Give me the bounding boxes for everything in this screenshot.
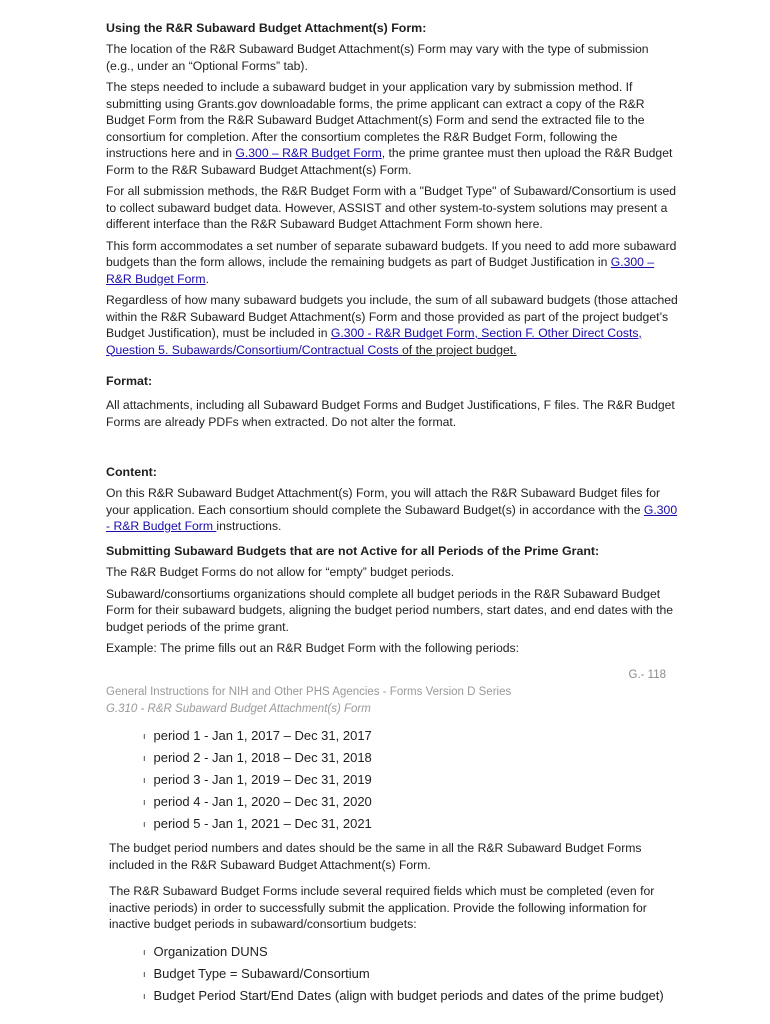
g300-budget-form-link[interactable]: G.300 – R&R Budget Form (235, 146, 382, 160)
list-item: ı Budget Period Start/End Dates (align with budget periods and dates of the prime budget) (143, 988, 664, 1003)
paragraph: On this R&R Subaward Budget Attachment(s) Form, you will attach the R&R Subaward Budget files for your application. Each consortium should complete the Subaward Budget(s) in accordance with the G.300 - R&R Budget Form instructions. (106, 486, 678, 533)
list-item: ı Budget Type = Subaward/Consortium (143, 966, 370, 981)
section-content (106, 464, 678, 540)
paragraph: All attachments, including all Subaward Budget Forms and Budget Justifications, F files. The R&R Budget Forms are already PDFs when extracted. Do not alter the format. (106, 398, 675, 429)
bullet-icon: ı (143, 947, 146, 957)
section-format (106, 373, 678, 435)
bullet-icon: ı (143, 969, 146, 979)
paragraph: This form accommodates a set number of separate subaward budgets. If you need to add more subaward budgets than the form allows, include the remaining budgets as part of Budget Justification in G.300 – R&R Budget Form. (106, 238, 677, 286)
paragraph: The location of the R&R Subaward Budget Attachment(s) Form may vary with the type of submission (e.g., under an “Optional Forms” tab). (106, 42, 649, 73)
bullet-icon: ı (143, 753, 146, 763)
bullet-icon: ı (143, 819, 146, 829)
g300-section-f-link[interactable]: G.300 - R&R Budget Form, Section F. Other Direct Costs, Question 5. Subawards/Consortium/Contractual Costs (106, 326, 642, 357)
section-heading: Submitting Subaward Budgets that are not Active for all Periods of the Prime Grant: (106, 544, 600, 558)
paragraph: The R&R Budget Forms do not allow for “empty” budget periods. (106, 565, 455, 579)
bullet-icon: ı (143, 991, 146, 1001)
g300-budget-form-link[interactable]: G.300 – R&R Budget Form (106, 255, 655, 286)
section-heading: Using the R&R Subaward Budget Attachment(s) Form: (106, 21, 427, 35)
list-item: ı Organization DUNS (143, 944, 268, 959)
paragraph: Example: The prime fills out an R&R Budget Form with the following periods: (106, 641, 519, 655)
section-using-form (106, 20, 678, 363)
bullet-icon: ı (143, 797, 146, 807)
g300-budget-form-link[interactable]: G.300 - R&R Budget Form (106, 502, 678, 533)
paragraph: For all submission methods, the R&R Budget Form with a "Budget Type" of Subaward/Consortium is used to collect subaward budget data. However, ASSIST and other system-to-system solutions may present a different interface than the R&R Subaward Budget Attachment Form shown here. (106, 184, 676, 231)
list-item: ı period 1 - Jan 1, 2017 – Dec 31, 2017 (143, 728, 372, 743)
paragraph: The budget period numbers and dates should be the same in all the R&R Subaward Budget Forms included in the R&R Subaward Budget Attachment(s) Form. (109, 841, 642, 872)
list-item: ı period 3 - Jan 1, 2019 – Dec 31, 2019 (143, 772, 372, 787)
page-number: G.- 118 (628, 669, 666, 681)
bullet-icon: ı (143, 731, 146, 741)
section-heading: Content: (106, 465, 157, 479)
paragraph: The steps needed to include a subaward budget in your application vary by submission method. If submitting using Grants.gov downloadable forms, the prime applicant can extract a copy of the R&R Budget Form from the R&R Subaward Budget Attachment(s) Form and send the extracted file to the consortium for completion. After the consortium completes the R&R Budget Form, following the instructions here and in G.300 – R&R Budget Form, the prime grantee must then upload the R&R Budget Form to the R&R Subaward Budget Attachment(s) Form. (106, 80, 673, 177)
section-submitting (106, 543, 678, 662)
section-heading: Format: (106, 374, 153, 388)
footer-title: General Instructions for NIH and Other PHS Agencies - Forms Version D Series (106, 686, 512, 698)
paragraph: Subaward/consortiums organizations should complete all budget periods in the R&R Subaward Budget Form for their subaward budgets, aligning the budget period numbers, start dates, and end dates with the budget periods of the prime grant. (106, 586, 674, 634)
list-item: ı period 4 - Jan 1, 2020 – Dec 31, 2020 (143, 794, 372, 809)
list-item: ı period 5 - Jan 1, 2021 – Dec 31, 2021 (143, 816, 372, 831)
paragraph: Regardless of how many subaward budgets you include, the sum of all subaward budgets (those attached within the R&R Subaward Budget Attachment(s) Form and those provided as part of the project budget’s Budget Justification), must be included in G.300 - R&R Budget Form, Section F. Other Direct Costs, Question 5. Subawards/Consortium/Contractual Costs of the project budget. (106, 293, 678, 357)
list-item: ı period 2 - Jan 1, 2018 – Dec 31, 2018 (143, 750, 372, 765)
bullet-icon: ı (143, 775, 146, 785)
paragraph: The R&R Subaward Budget Forms include several required fields which must be completed (even for inactive periods) in order to successfully submit the application. Provide the following information for inactive budget periods in subaward/consortium budgets: (109, 884, 655, 931)
section-after-periods (109, 840, 677, 938)
footer-subtitle: G.310 - R&R Subaward Budget Attachment(s) Form (106, 703, 371, 715)
